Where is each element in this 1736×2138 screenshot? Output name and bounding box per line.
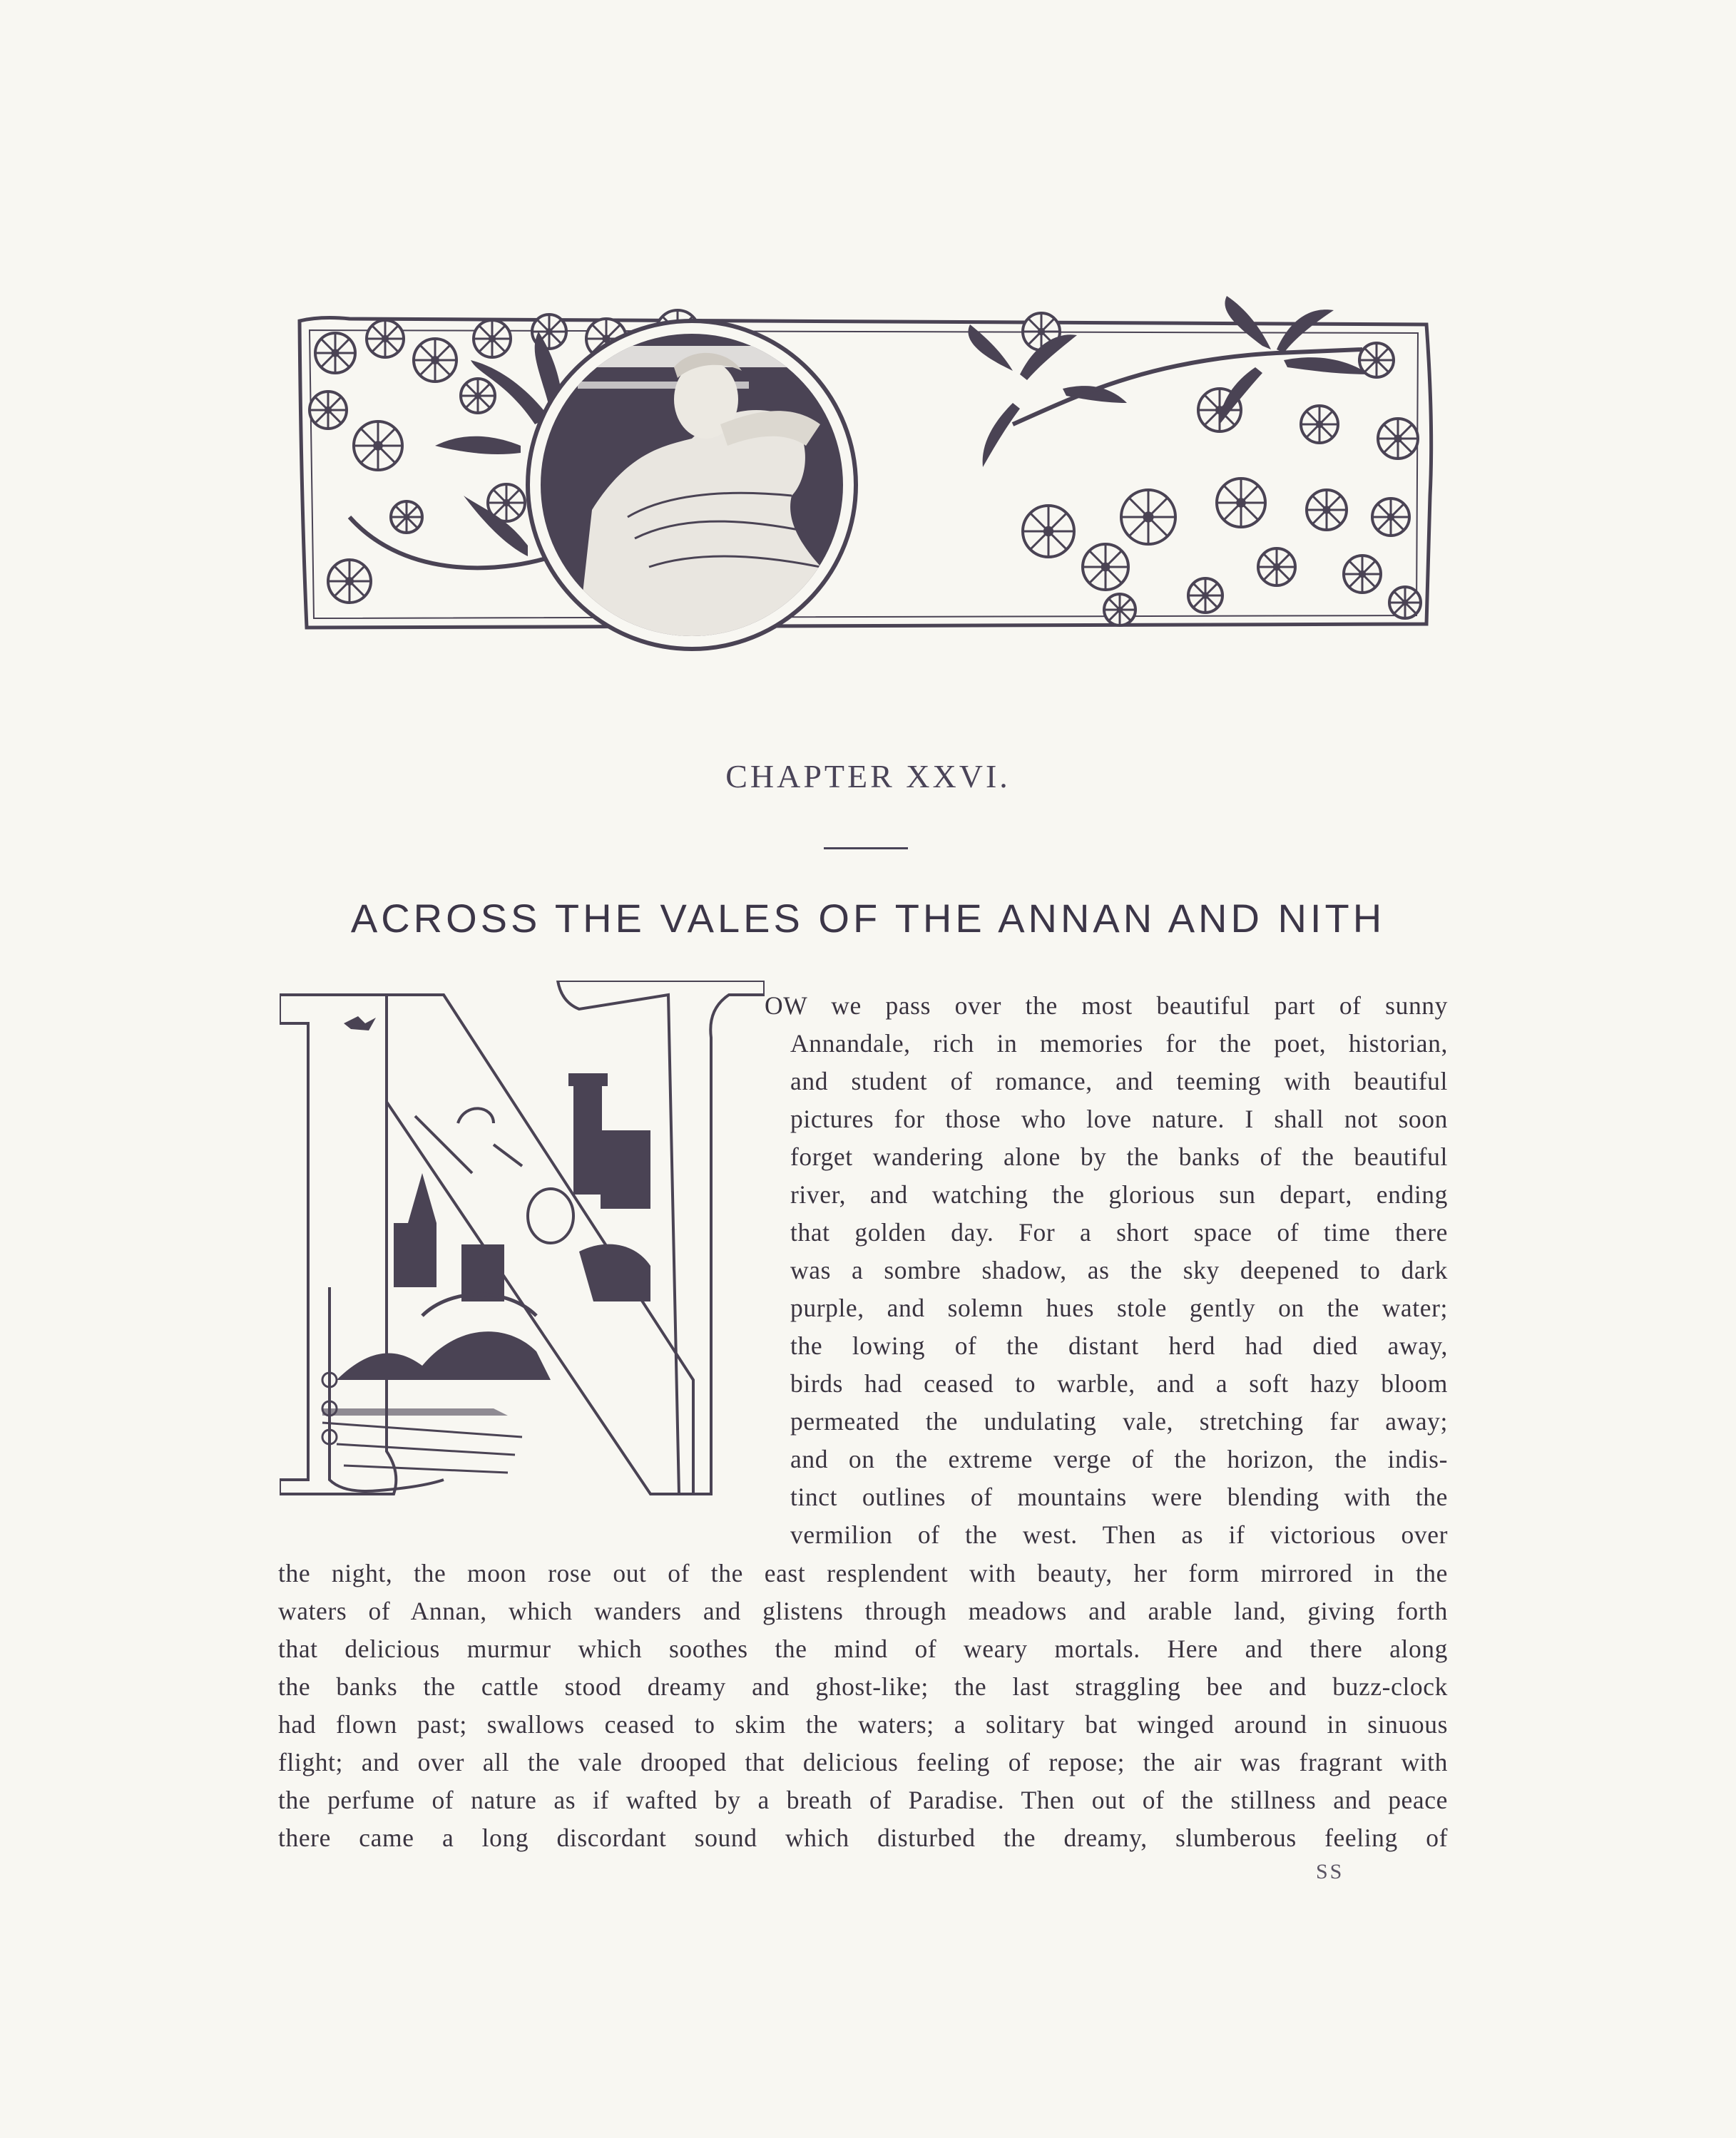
body-line: birds had ceased to warble, and a soft hazy bloom bbox=[790, 1369, 1448, 1398]
body-line: and student of romance, and teeming with beautiful bbox=[790, 1067, 1448, 1095]
chapter-label: CHAPTER XXVI. bbox=[725, 758, 1011, 794]
body-line: had flown past; swallows ceased to skim the waters; a solitary bat winged around in sinuous bbox=[278, 1710, 1448, 1739]
rosette-flowers bbox=[310, 310, 1421, 625]
page-number: SS bbox=[1316, 1860, 1344, 1883]
rosette-center bbox=[1236, 498, 1246, 508]
body-line: river, and watching the glorious sun depart, ending bbox=[790, 1180, 1448, 1209]
body-line: and on the extreme verge of the horizon, the indis- bbox=[790, 1445, 1448, 1473]
rosette-center bbox=[546, 328, 553, 335]
body-line: flight; and over all the vale drooped that delicious feeling of repose; the air was fragrant with bbox=[278, 1748, 1448, 1776]
illuminated-drop-cap-n bbox=[280, 981, 765, 1505]
body-line: Annandale, rich in memories for the poet, historian, bbox=[790, 1029, 1448, 1058]
body-line: waters of Annan, which wanders and glistens through meadows and arable land, giving forth bbox=[278, 1597, 1448, 1625]
rosette-center bbox=[1273, 563, 1280, 571]
body-line: pictures for those who love nature. I shall not soon bbox=[790, 1105, 1448, 1133]
body-line: the lowing of the distant herd had died away, bbox=[790, 1331, 1448, 1360]
floral-banner-illustration bbox=[292, 282, 1444, 667]
rosette-center bbox=[331, 349, 339, 357]
body-line: tinct outlines of mountains were blending with the bbox=[790, 1483, 1448, 1511]
rosette-center bbox=[489, 335, 496, 342]
rosette-center bbox=[1322, 506, 1330, 513]
rosette-center bbox=[404, 514, 410, 521]
body-line: that delicious murmur which soothes the mind of weary mortals. Here and there along bbox=[278, 1635, 1448, 1663]
rosette-center bbox=[1038, 328, 1045, 335]
rosette-center bbox=[431, 356, 439, 364]
body-line: permeated the undulating vale, stretching far away; bbox=[790, 1407, 1448, 1436]
body-line: purple, and solemn hues stole gently on the water; bbox=[790, 1294, 1448, 1322]
rosette-center bbox=[382, 335, 389, 342]
drop-cap-illustration bbox=[280, 981, 765, 1505]
rosette-center bbox=[474, 392, 481, 399]
body-line: forget wandering alone by the banks of the beautiful bbox=[790, 1142, 1448, 1171]
rosette-center bbox=[1043, 526, 1053, 536]
rosette-center bbox=[1202, 592, 1209, 599]
rosette-center bbox=[325, 406, 332, 414]
rosette-center bbox=[1387, 513, 1394, 521]
rosette-center bbox=[1394, 434, 1401, 442]
rosette-center bbox=[1359, 571, 1366, 578]
chapter-title: ACROSS THE VALES OF THE ANNAN AND NITH bbox=[350, 896, 1386, 941]
body-line: the night, the moon rose out of the east resplendent with beauty, her form mirrored in the bbox=[278, 1559, 1448, 1587]
rosette-center bbox=[1117, 607, 1123, 613]
rosette-center bbox=[1143, 511, 1153, 522]
body-line: the banks the cattle stood dreamy and ghost-like; the last straggling bee and buzz-clock bbox=[278, 1672, 1448, 1701]
body-line: vermilion of the west. Then as if victorious over bbox=[790, 1520, 1448, 1549]
body-line: was a sombre shadow, as the sky deepened to dark bbox=[790, 1256, 1448, 1284]
body-line: the perfume of nature as if wafted by a breath of Paradise. Then out of the stillness and peace bbox=[278, 1786, 1448, 1814]
rosette-center bbox=[1402, 600, 1409, 606]
chapter-divider bbox=[824, 847, 908, 849]
rosette-center bbox=[1101, 563, 1110, 572]
rosette-center bbox=[1316, 421, 1323, 428]
body-line: there came a long discordant sound which disturbed the dreamy, slumberous feeling of bbox=[278, 1824, 1448, 1852]
rosette-center bbox=[345, 577, 354, 585]
decorative-headpiece bbox=[292, 282, 1444, 667]
body-line: that golden day. For a short space of time there bbox=[790, 1218, 1448, 1247]
rosette-center bbox=[503, 499, 510, 506]
rosette-center bbox=[373, 441, 383, 451]
rosette-center bbox=[1373, 357, 1380, 364]
body-line: OW we pass over the most beautiful part of sunny bbox=[765, 991, 1448, 1020]
